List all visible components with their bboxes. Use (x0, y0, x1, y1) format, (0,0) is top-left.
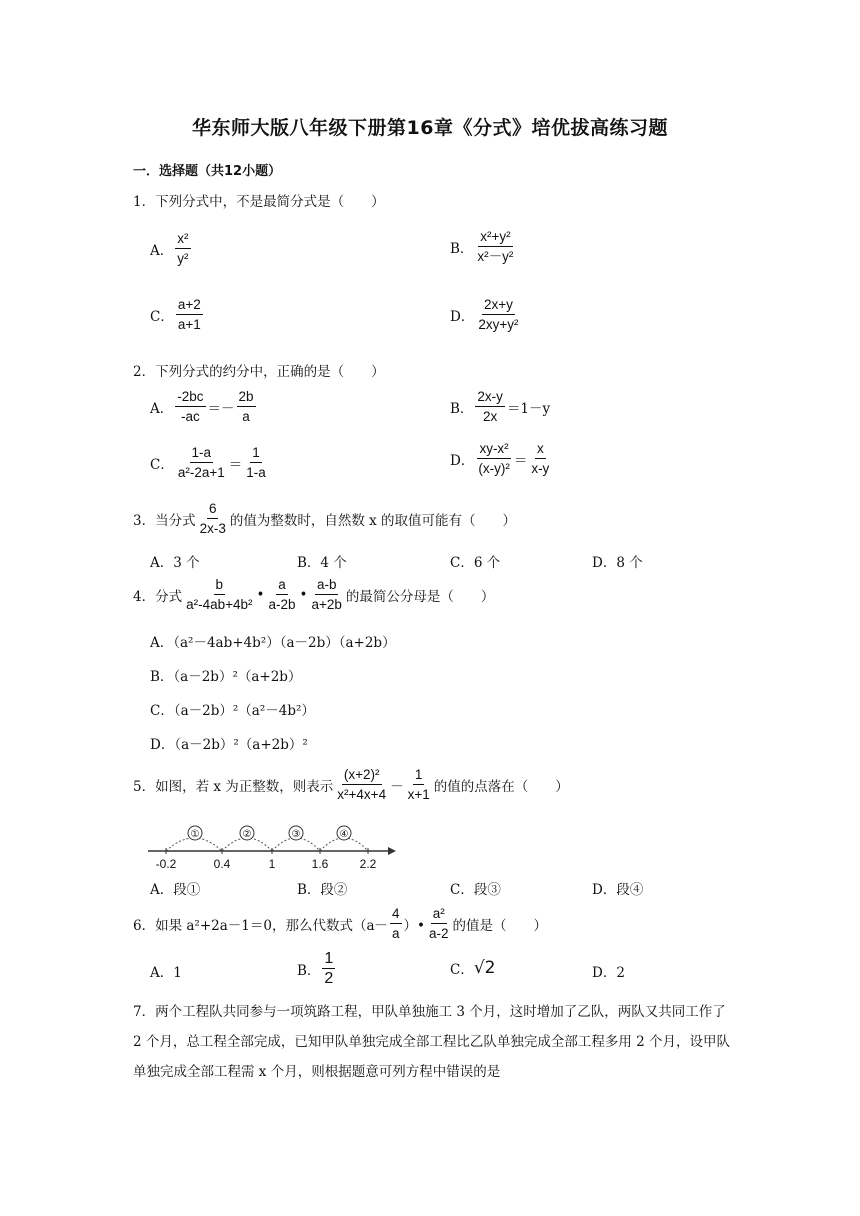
question-5-stem: 5．如图，若 x 为正整数，则表示 $\frac{\text{(x+2)²}}{\text{x²+4x+4}}$ － $\frac{1}{x+1}$ 的值的点落在（ ） (133, 767, 569, 802)
question-2-stem: 2．下列分式的约分中，正确的是（ ） (133, 364, 385, 380)
segment-2-label: ② (242, 829, 252, 840)
q3-option-c[interactable]: C．6 个 (450, 555, 501, 571)
q4-option-a[interactable]: A．（a²－4ab+4b²）（a－2b）（a+2b） (150, 635, 396, 651)
q3-fraction: $\frac{6}{2x-3}$ (199, 501, 226, 536)
segment-1-label: ① (190, 829, 200, 840)
q4-option-c[interactable]: C．（a－2b）²（a²－4b²） (150, 703, 315, 719)
tick-label: 2.2 (359, 857, 377, 871)
q2-option-d[interactable]: D． $\frac{\text{xy-x²}}{\text{(x-y)²}}$ ＝ $\frac{x}{x-y}$ (450, 441, 550, 476)
tick-label: -0.2 (155, 857, 177, 871)
q2-option-b[interactable]: B． $\frac{2x-y}{2x}$ ＝1－y (450, 389, 551, 424)
q6-fraction-2: $\frac{\text{a²}}{a-2}$ (429, 906, 449, 941)
q6-option-c[interactable]: C． √2 (450, 958, 496, 978)
section-heading: 一．选择题（共12小题） (133, 164, 282, 179)
segment-4-label: ④ (339, 829, 349, 840)
question-7-text: 7．两个工程队共同参与一项筑路工程，甲队单独施工 3 个月，这时增加了乙队，两队又共同工作了 2 个月，总工程全部完成，已知甲队单独完成全部工程比乙队单独完成全部工程多用 2 个月，设甲队单独完成全部工程需 x 个月，则根据题意可列方程中错误的是 (133, 1004, 731, 1080)
tick-label: 1 (268, 857, 276, 871)
q1-b-fraction: $\frac{\text{x²+y²}}{\text{x²－y²}}$ (477, 229, 514, 264)
q1-option-b[interactable]: B． $\frac{\text{x²+y²}}{\text{x²－y²}}$ (450, 229, 514, 264)
q1-a-fraction: $\frac{\text{x²}}{\text{y²}}$ (177, 231, 189, 266)
q5-fraction-1: $\frac{\text{(x+2)²}}{\text{x²+4x+4}}$ (337, 767, 387, 802)
q4-option-b[interactable]: B．（a－2b）²（a+2b） (150, 669, 302, 685)
q5-fraction-2: $\frac{1}{x+1}$ (407, 767, 430, 802)
q5-option-a[interactable]: A．段① (150, 882, 201, 898)
q4-fraction-3: $\frac{a-b}{a+2b}$ (311, 577, 342, 612)
q6-option-b[interactable]: B． $\frac{1}{2}$ (297, 950, 334, 987)
q1-option-c[interactable]: C． $\frac{a+2}{a+1}$ (150, 297, 201, 332)
q2-d-right-fraction: $\frac{x}{x-y}$ (531, 441, 550, 476)
q2-c-right-fraction: $\frac{1}{1-a}$ (246, 445, 266, 480)
q2-option-a[interactable]: A． $\frac{-2bc}{-ac}$ ＝－ $\frac{2b}{a}$ (150, 389, 254, 424)
q2-a-left-fraction: $\frac{-2bc}{-ac}$ (177, 389, 204, 424)
q2-c-left-fraction: $\frac{1-a}{\text{a²-2a+1}}$ (177, 445, 225, 480)
q3-option-a[interactable]: A．3 个 (150, 555, 200, 571)
question-3-stem: 3．当分式 $\frac{6}{2x-3}$ 的值为整数时，自然数 x 的取值可能有（ ） (133, 501, 517, 536)
q2-option-c[interactable]: C． $\frac{1-a}{\text{a²-2a+1}}$ ＝ $\frac{1}{1-a}$ (150, 445, 266, 480)
q2-d-left-fraction: $\frac{\text{xy-x²}}{\text{(x-y)²}}$ (478, 441, 510, 476)
q6-option-d[interactable]: D．2 (592, 965, 625, 981)
question-1-stem: 1．下列分式中，不是最简分式是（ ） (133, 194, 385, 210)
q4-fraction-2: $\frac{a}{a-2b}$ (268, 577, 296, 612)
q4-option-d[interactable]: D．（a－2b）²（a+2b）² (150, 737, 308, 753)
q1-option-d[interactable]: D． $\frac{2x+y}{\text{2xy+y²}}$ (450, 297, 519, 332)
q2-a-right-fraction: $\frac{2b}{a}$ (238, 389, 254, 424)
q6-option-a[interactable]: A．1 (150, 965, 182, 981)
q4-fraction-1: $\frac{b}{\text{a²-4ab+4b²}}$ (186, 577, 253, 612)
number-line-figure (148, 820, 398, 875)
q5-option-c[interactable]: C．段③ (450, 882, 501, 898)
q1-option-a[interactable]: A． $\frac{\text{x²}}{\text{y²}}$ (150, 231, 189, 266)
q3-option-d[interactable]: D．8 个 (592, 555, 643, 571)
tick-label: 0.4 (213, 857, 231, 871)
q6-fraction-1: $\frac{4}{a}$ (392, 906, 400, 941)
segment-3-label: ③ (291, 829, 301, 840)
document-title: 华东师大版八年级下册第16章《分式》培优拔高练习题 (192, 117, 668, 139)
q1-d-fraction: $\frac{2x+y}{\text{2xy+y²}}$ (478, 297, 519, 332)
question-6-stem: 6．如果 a²+2a－1＝0，那么代数式（a－ $\frac{4}{a}$ ）• $\frac{\text{a²}}{a-2}$ 的值是（ ） (133, 906, 548, 941)
q2-b-fraction: $\frac{2x-y}{2x}$ (477, 389, 503, 424)
q3-option-b[interactable]: B．4 个 (297, 555, 347, 571)
question-4-stem: 4．分式 $\frac{b}{\text{a²-4ab+4b²}}$ • $\frac{a}{a-2b}$ • $\frac{a-b}{a+2b}$ 的最简公分母是（ ） (133, 577, 495, 612)
q1-c-fraction: $\frac{a+2}{a+1}$ (177, 297, 201, 332)
q5-option-d[interactable]: D．段④ (592, 882, 644, 898)
tick-label: 1.6 (311, 857, 329, 871)
q5-option-b[interactable]: B．段② (297, 882, 348, 898)
